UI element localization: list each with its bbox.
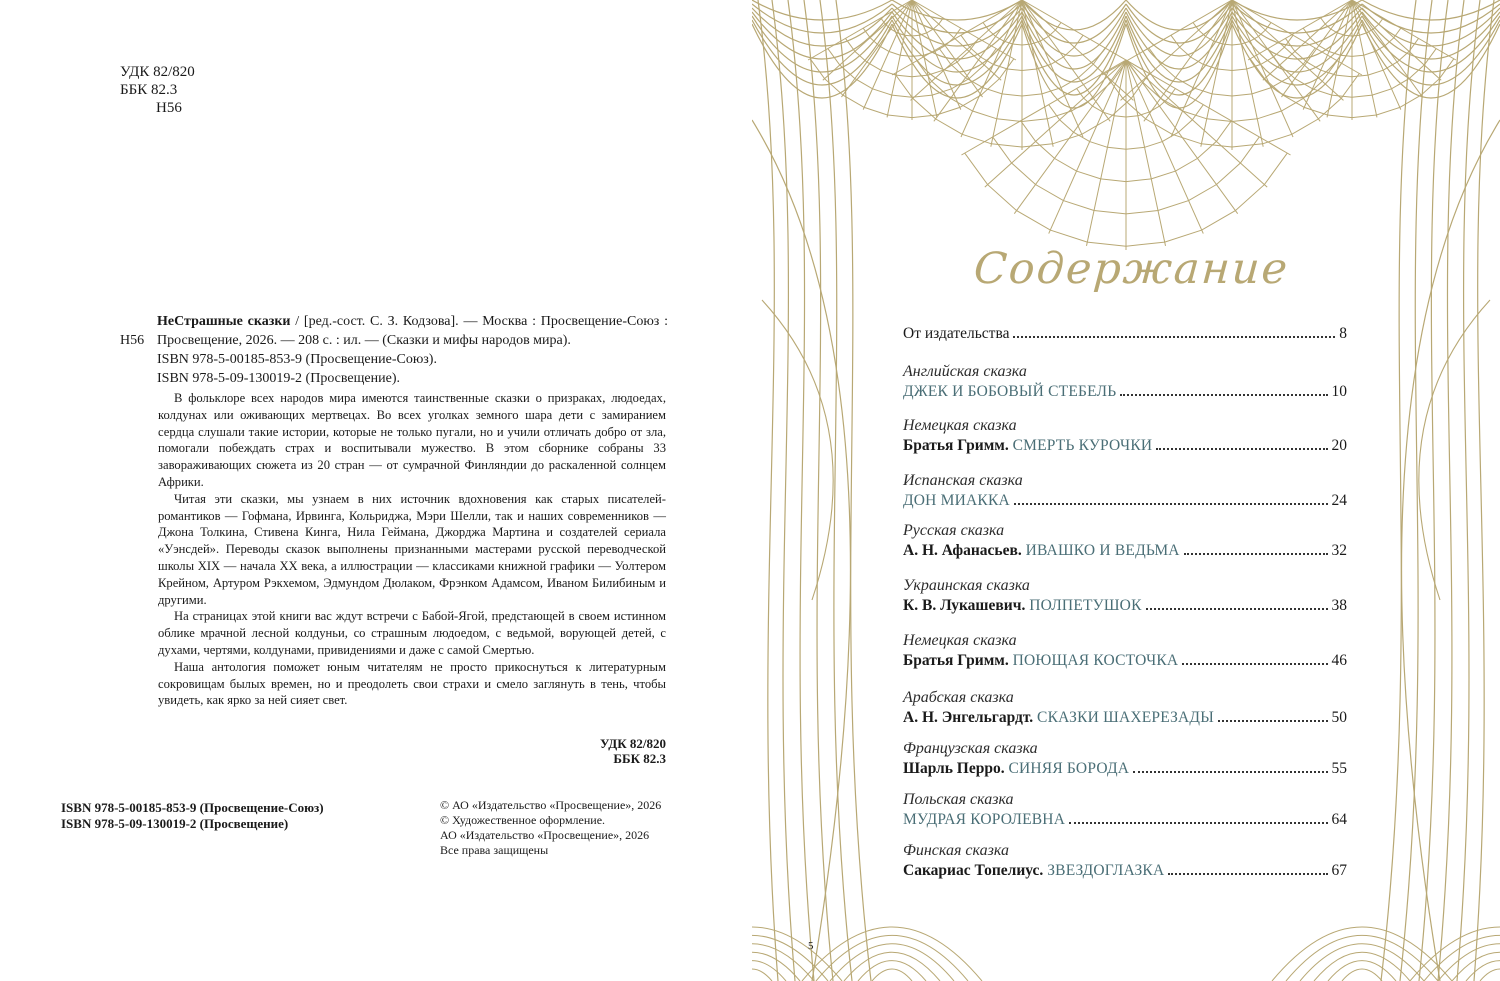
ornament-stroke: [1419, 300, 1490, 600]
toc-leader-dots: [1146, 608, 1328, 610]
toc-story-title[interactable]: ДОН МИАККА: [903, 492, 1010, 509]
toc-leader-dots: [1133, 771, 1327, 773]
toc-page-number: 8: [1339, 325, 1347, 342]
toc-story-title[interactable]: СКАЗКИ ШАХЕРЕЗАДЫ: [1037, 709, 1214, 726]
ornament-stroke: [1438, 0, 1464, 981]
annotation-paragraph: Читая эти сказки, мы узнаем в них источник вдохновения как старых писателей-романтиков — Гофмана, Ирвинга, Кольриджа, Мэри Шелли, так и наших современников — Джона Толкина, Стивена Кинга, Нила Геймана, Джорджа Мартина и создателей сериала «Уэнсдей». Переводы сказок выполнены признанными мастерами русской переводческой школы XIX — начала XX века, а иллюстрации — классиками книжной графики — Уолтером Крейном, Артуром Рэкхемом, Эдмундом Дюлаком, Фрэнком Адамсом, Иваном Билибиным и другими.: [158, 491, 666, 607]
toc-country: Финская сказка: [903, 842, 1009, 859]
toc-story-title[interactable]: СМЕРТЬ КУРОЧКИ: [1012, 437, 1153, 454]
toc-country: Арабская сказка: [903, 689, 1014, 706]
ornament-stroke: [816, 935, 968, 981]
toc-author: А. Н. Афанасьев.: [903, 542, 1022, 559]
toc-story-title[interactable]: ПОЮЩАЯ КОСТОЧКА: [1012, 652, 1179, 669]
toc-leader-dots: [1218, 720, 1328, 722]
ornament-stroke: [804, 0, 833, 981]
toc-line: [903, 491, 1347, 511]
ornament-stroke: [1314, 952, 1410, 981]
toc-section-title[interactable]: От издательства: [903, 325, 1010, 342]
ornament-stroke: [752, 969, 772, 981]
udk-code-bold: УДК 82/820: [600, 736, 666, 751]
contents-title: Содержание: [972, 244, 1291, 294]
ornament-stroke: [752, 16, 892, 72]
classification-codes-bold: [560, 736, 666, 766]
copyright-line: © Художественное оформление.: [440, 813, 606, 827]
copyright-line: АО «Издательство «Просвещение», 2026: [440, 828, 650, 842]
ornament-stroke: [912, 0, 961, 110]
ornament-stroke: [1480, 969, 1500, 981]
toc-author: Шарль Перро.: [903, 760, 1005, 777]
ornament-stroke: [863, 0, 912, 110]
ornament-stroke: [961, 60, 1126, 155]
ornament-stroke: [1400, 0, 1432, 981]
ornament-stroke: [1126, 0, 1232, 30]
toc-leader-dots: [1120, 394, 1327, 396]
copyright-line: © АО «Издательство «Просвещение», 2026: [440, 798, 662, 812]
toc-country: Немецкая сказка: [903, 417, 1017, 434]
isbn-bottom-2: ISBN 978-5-09-130019-2 (Просвещение): [61, 816, 289, 831]
classification-codes: [120, 63, 195, 117]
toc-story-title[interactable]: ПОЛПЕТУШОК: [1029, 597, 1142, 614]
toc-entry[interactable]: [903, 362, 1347, 402]
toc-entry[interactable]: [903, 521, 1347, 561]
toc-country: Испанская сказка: [903, 472, 1023, 489]
toc-page-number: 10: [1331, 383, 1347, 400]
toc-entry[interactable]: [903, 631, 1347, 671]
ornament-stroke: [844, 952, 940, 981]
toc-line: [903, 810, 1347, 830]
page-number: 5: [808, 940, 814, 952]
toc-leader-dots: [1069, 822, 1327, 824]
toc-leader-dots: [1156, 448, 1327, 450]
toc-country: Немецкая сказка: [903, 632, 1017, 649]
toc-entry[interactable]: [903, 416, 1347, 456]
ornament-stroke: [1022, 20, 1126, 95]
bibliographic-record: [120, 312, 668, 388]
ornament-stroke: [1328, 961, 1396, 981]
toc-entry[interactable]: [903, 471, 1347, 511]
annotation: [158, 390, 666, 709]
bbk-code: ББК 82.3: [120, 82, 178, 98]
toc-page-number: 38: [1331, 597, 1347, 614]
toc-page-number: 50: [1331, 709, 1347, 726]
copyright-line: Все права защищены: [440, 843, 549, 857]
ornament-stroke: [1126, 60, 1203, 234]
udk-code: УДК 82/820: [120, 64, 195, 80]
toc-line: [903, 861, 1347, 881]
ornament-stroke: [836, 0, 871, 981]
toc-line: [903, 541, 1347, 561]
book-title: НеСтрашные сказки: [157, 314, 291, 329]
ornament-stroke: [1126, 60, 1291, 155]
toc-author: А. Н. Энгельгардт.: [903, 709, 1034, 726]
toc-page-number: 46: [1331, 652, 1347, 669]
ornament-stroke: [1126, 4, 1232, 43]
annotation-paragraph: На страницах этой книги вас ждут встречи с Бабой-Ягой, предстающей в своем истинном облике мрачной лесной колдуньи, со страшным людоедом, с ведьмой, ворующей детей, с духами, чертями, колдунами, привидениями и даже с самой Смертью.: [158, 609, 666, 657]
ornament-stroke: [1381, 0, 1416, 981]
isbn-line-1: ISBN 978-5-00185-853-9 (Просвещение-Союз).: [157, 352, 437, 367]
ornament-stroke: [1419, 0, 1448, 981]
toc-line: [903, 324, 1347, 344]
toc-country: Украинская сказка: [903, 577, 1030, 594]
toc-line: [903, 436, 1347, 456]
toc-line: [903, 651, 1347, 671]
toc-author: Сакариас Топелиус.: [903, 862, 1044, 879]
toc-page-number: 32: [1331, 542, 1347, 559]
ornament-stroke: [1232, 0, 1362, 75]
author-mark: Н56: [156, 100, 182, 116]
toc-leader-dots: [1013, 336, 1335, 338]
bbk-code-bold: ББК 82.3: [613, 751, 666, 766]
ornament-stroke: [1286, 935, 1438, 981]
toc-line: [903, 708, 1347, 728]
annotation-paragraph: Наша антология поможет юным читателям не просто прикоснуться к литературным сокровищам былых времен, но и преодолеть свои страхи и смело заглянуть в тень, чтобы увидеть, как ярко за ней сияет свет.: [158, 659, 666, 708]
ornament-stroke: [1022, 4, 1126, 43]
author-mark-side: Н56: [120, 333, 145, 348]
copyright-block: [440, 798, 661, 858]
toc-entry[interactable]: [903, 790, 1347, 830]
toc-entry[interactable]: [903, 688, 1347, 728]
ornament-stroke: [1126, 12, 1232, 69]
ornament-stroke: [820, 0, 852, 981]
toc-leader-dots: [1168, 873, 1327, 875]
toc-entry[interactable]: [903, 739, 1347, 779]
ornament-stroke: [1362, 24, 1500, 98]
toc-country: Русская сказка: [903, 522, 1005, 539]
toc-entry[interactable]: [903, 576, 1347, 616]
ornament-stroke: [858, 961, 926, 981]
ornament-stroke: [772, 0, 795, 981]
ornament-stroke: [985, 60, 1126, 187]
bibliographic-description: [120, 312, 668, 350]
ornament-stroke: [1362, 20, 1500, 85]
isbn-block: [61, 800, 324, 832]
bibliographic-details: / [ред.-сост. С. З. Кодзова]. — Москва : Просвещение-Союз : Просвещение, 2026. — 208 с. : ил. — (Сказки и мифы народов мира).: [157, 314, 668, 348]
ornament-stroke: [1022, 0, 1126, 30]
toc-line: [903, 759, 1347, 779]
toc-author: Братья Гримм.: [903, 652, 1009, 669]
contents-page: [752, 0, 1500, 981]
toc-page-number: 55: [1331, 760, 1347, 777]
toc-story-title[interactable]: ЗВЕЗДОГЛАЗКА: [1047, 862, 1165, 879]
toc-page-number: 20: [1331, 437, 1347, 454]
toc-line: [903, 382, 1347, 402]
toc-page-number: 67: [1331, 862, 1347, 879]
ornament-stroke: [788, 0, 814, 981]
toc-country: Английская сказка: [903, 363, 1027, 380]
toc-page-number: 24: [1331, 492, 1347, 509]
toc-leader-dots: [1182, 663, 1327, 665]
toc-author: Братья Гримм.: [903, 437, 1009, 454]
isbn-line-2: ISBN 978-5-09-130019-2 (Просвещение).: [157, 371, 400, 386]
ornament-stroke: [961, 0, 1022, 137]
toc-leader-dots: [1014, 503, 1328, 505]
toc-story-title[interactable]: ДЖЕК И БОБОВЫЙ СТЕБЕЛЬ: [903, 383, 1117, 400]
toc-line: [903, 596, 1347, 616]
ornament-stroke: [752, 24, 892, 98]
toc-country: Французская сказка: [903, 740, 1038, 757]
toc-story-title[interactable]: ИВАШКО И ВЕДЬМА: [1025, 542, 1180, 559]
isbn-bottom-1: ISBN 978-5-00185-853-9 (Просвещение-Союз): [61, 800, 324, 815]
toc-entry[interactable]: [903, 324, 1347, 344]
ornament-stroke: [1362, 16, 1500, 72]
ornament-stroke: [762, 300, 833, 600]
toc-leader-dots: [1184, 553, 1328, 555]
toc-author: К. В. Лукашевич.: [903, 597, 1026, 614]
ornament-stroke: [1457, 0, 1480, 981]
annotation-paragraph: В фольклоре всех народов мира имеются таинственные сказки о призраках, людоедах, колдунах или оживающих мертвецах. Во всех уголках земного шара дети с замиранием сердца слушали такие истории, которые не только пугали, но и учили отличать добро от зла, помогали побеждать страх и воспитывали мужество. В этом сборнике собраны 33 завораживающих сюжета из 20 стран — от сумрачной Финляндии до раскаленной солнцем Африки.: [158, 391, 666, 489]
ornament-stroke: [1342, 969, 1382, 981]
toc-country: Польская сказка: [903, 791, 1014, 808]
toc-story-title[interactable]: СИНЯЯ БОРОДА: [1008, 760, 1130, 777]
toc-entry[interactable]: [903, 841, 1347, 881]
ornament-stroke: [872, 969, 912, 981]
toc-story-title[interactable]: МУДРАЯ КОРОЛЕВНА: [903, 811, 1066, 828]
toc-page-number: 64: [1331, 811, 1347, 828]
ornament-stroke: [912, 0, 1001, 80]
ornament-stroke: [1022, 12, 1126, 69]
